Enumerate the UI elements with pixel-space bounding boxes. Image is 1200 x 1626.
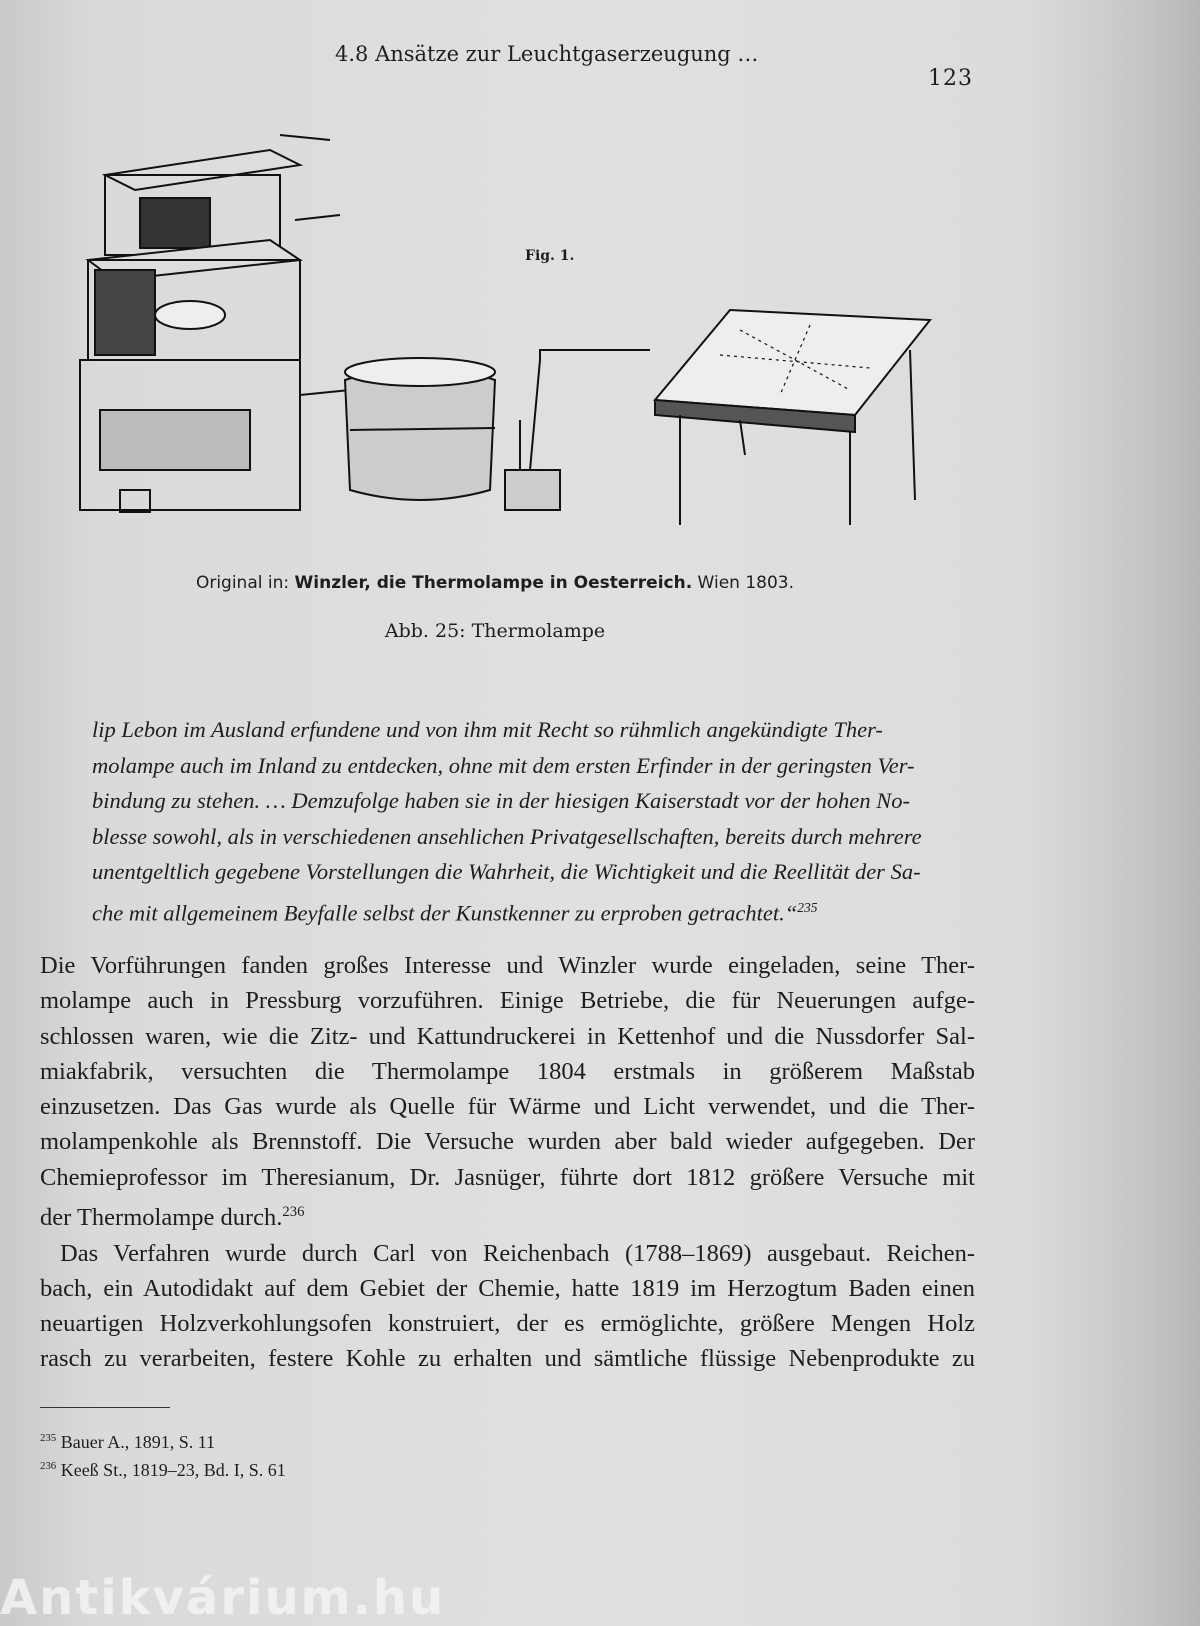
body-line: rasch zu verarbeiten, festere Kohle zu erhalten und sämtliche flüssige Nebenprodukte zu (40, 1345, 975, 1373)
body-line (40, 1195, 975, 1235)
footnote (40, 1460, 286, 1481)
footnote-text: Bauer A., 1891, S. 11 (60, 1432, 216, 1452)
body-line: miakfabrik, versuchten die Thermolampe 1804 erstmals in größerem Maßstab (40, 1057, 975, 1085)
source-prefix: Original in: (195, 573, 295, 593)
furnace-drawing (80, 135, 350, 512)
figure-source (0, 573, 990, 593)
barrel-drawing (345, 358, 495, 500)
table-drawing (655, 310, 930, 525)
figure-caption: Abb. 25: Thermolampe (384, 620, 606, 642)
quote-text: che mit allgemeinem Beyfalle selbst der Kunstkenner zu erproben getrachtet.“ (92, 900, 798, 925)
body-line: Das Verfahren wurde durch Carl von Reichenbach (1788–1869) ausgebaut. Reichen- (60, 1239, 975, 1267)
quote-line: bindung zu stehen. … Demzufolge haben sie in der hiesigen Kaiserstadt vor der hohen No- (92, 788, 911, 813)
water-vessel-drawing (505, 350, 650, 510)
quote-line: lip Lebon im Ausland erfundene und von ihm mit Recht so rühmlich angekündigte Ther- (92, 717, 883, 742)
body-line: molampenkohle als Brennstoff. Die Versuche wurden aber bald wieder aufgegeben. Der (40, 1128, 975, 1156)
body-text-end: der Thermolampe durch. (40, 1204, 283, 1232)
footnote-text: Keeß St., 1819–23, Bd. I, S. 61 (60, 1460, 286, 1480)
body-line: schlossen waren, wie die Zitz- und Kattundruckerei in Kettenhof und die Nussdorfer Sal- (40, 1022, 975, 1050)
body-line: Die Vorführungen fanden großes Interesse und Winzler wurde eingeladen, seine Ther- (40, 952, 975, 979)
body-line: einzusetzen. Das Gas wurde als Quelle für Wärme und Licht verwendet, und die Ther- (40, 1093, 975, 1121)
body-line: bach, ein Autodidakt auf dem Gebiet der Chemie, hatte 1819 im Herzogtum Baden einen (40, 1274, 975, 1302)
footnote-number: 235 (40, 1432, 57, 1444)
footnote (40, 1432, 215, 1453)
source-title: Winzler, die Thermolampe in Oesterreich. (294, 573, 693, 593)
body-line: Chemieprofessor im Theresianum, Dr. Jasnüger, führte dort 1812 größere Versuche mit (40, 1163, 975, 1191)
quote-line: blesse sowohl, als in verschiedenen ansehlichen Privatgesellschaften, bereits durch mehrere (92, 823, 922, 849)
running-header: 4.8 Ansätze zur Leuchtgaserzeugung … (335, 42, 759, 66)
quote-line: unentgeltlich gegebene Vorstellungen die Wahrheit, die Wichtigkeit und die Reellität der Sa- (92, 859, 921, 884)
quote-line (92, 890, 972, 931)
body-line: neuartigen Holzverkohlungsofen konstruiert, der es ermöglichte, größere Mengen Holz (40, 1310, 975, 1338)
watermark: Antikvárium.hu (0, 1570, 446, 1626)
footnote-ref: 236 (282, 1204, 305, 1221)
source-place: Wien 1803. (692, 573, 795, 593)
body-text (40, 948, 975, 1377)
footnote-divider (40, 1407, 170, 1408)
page-number: 123 (928, 66, 973, 91)
body-line: molampe auch in Pressburg vorzuführen. Einige Betriebe, die für Neuerungen aufge- (40, 987, 975, 1015)
figure-label: Fig. 1. (525, 248, 575, 264)
footnote-number: 236 (40, 1460, 57, 1472)
thermolampe-illustration (40, 110, 940, 550)
quote-line: molampe auch im Inland zu entdecken, ohne mit dem ersten Erfinder in der geringsten Ver- (92, 752, 915, 778)
block-quote (92, 712, 972, 931)
footnote-ref: 235 (797, 899, 818, 915)
